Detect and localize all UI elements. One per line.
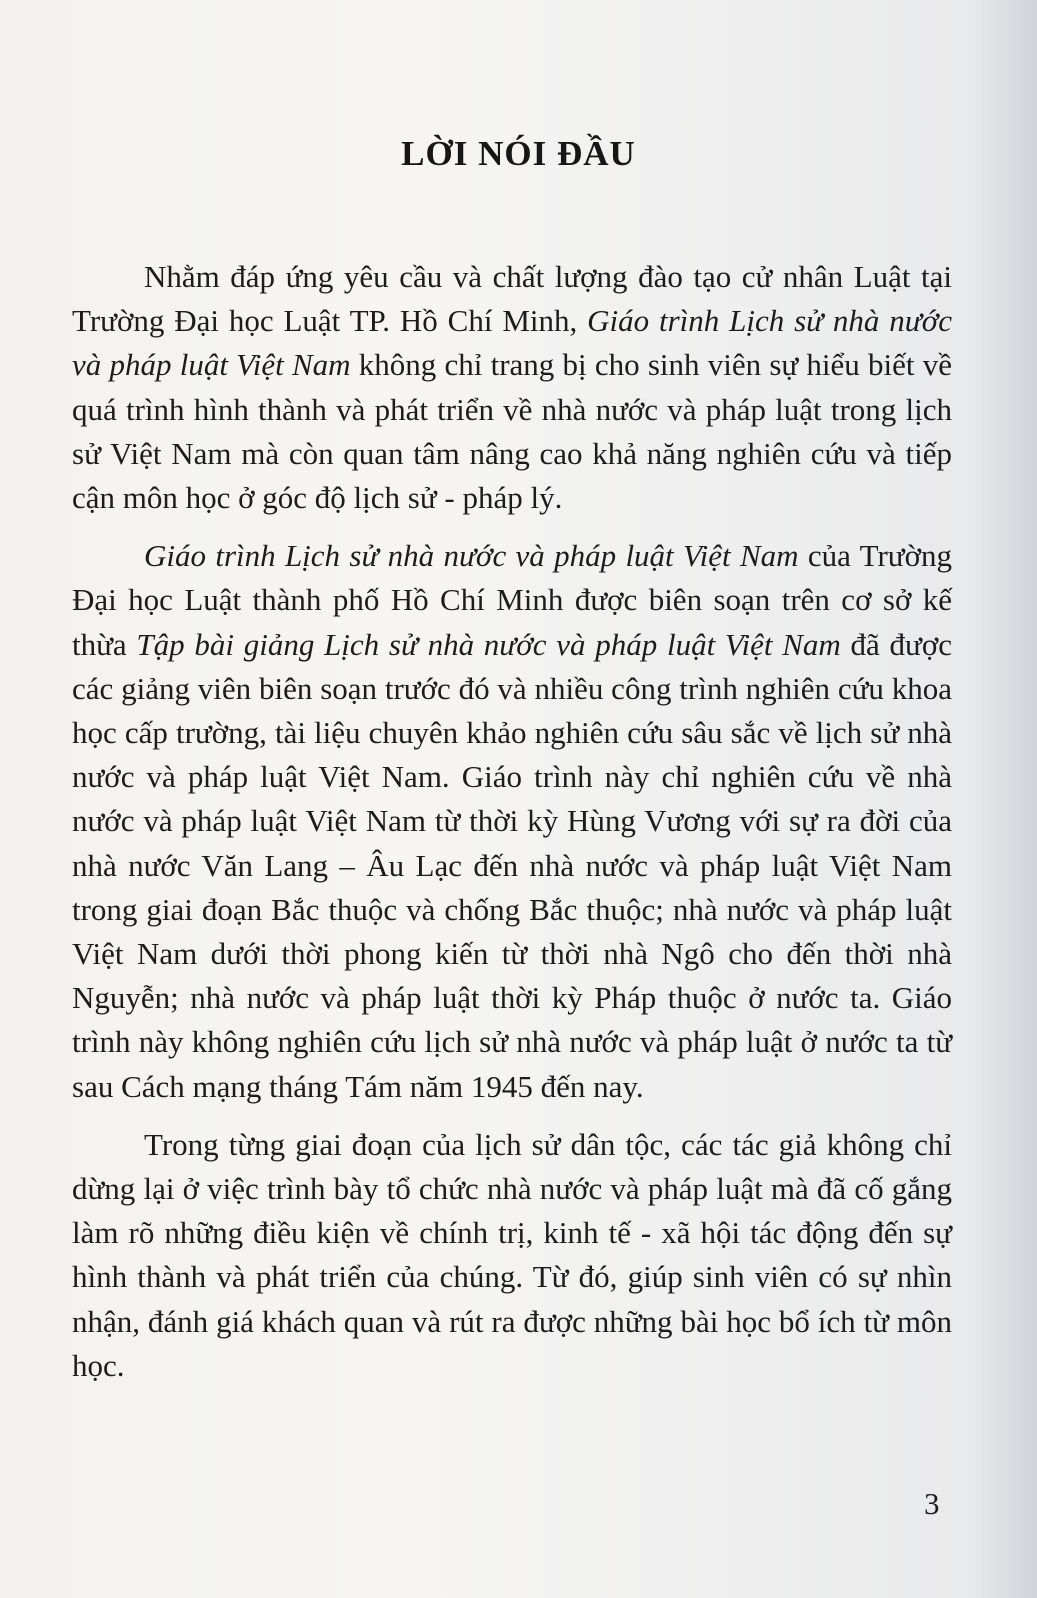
paragraph-2-run-2: của Trường Đại học Luật thành phố Hồ Chí Minh được biên soạn trên cơ sở kế thừa [72, 538, 952, 662]
page-title: LỜI NÓI ĐẦU [401, 134, 636, 173]
paragraph-3-run-1: Trong từng giai đoạn của lịch sử dân tộc, các tác giả không chỉ dừng lại ở việc trình bày tổ chức nhà nước và pháp luật mà đã cố gắng làm rõ những điều kiện về chính trị, kinh tế - xã hội tác động đến sự hình thành và phát triển của chúng. Từ đó, giúp sinh viên có sự nhìn nhận, đánh giá khách quan và rút ra được những bài học bổ ích từ môn học. [72, 1126, 952, 1383]
paragraph-1-run-1: Nhằm đáp ứng yêu cầu và chất lượng đào tạo cử nhân Luật tại Trường Đại học Luật TP. Hồ Chí Minh, [72, 259, 952, 339]
paragraph-3 [72, 1123, 952, 1388]
paragraph-2-run-4: đã được các giảng viên biên soạn trước đó và nhiều công trình nghiên cứu khoa học cấp trường, tài liệu chuyên khảo nghiên cứu sâu sắc về lịch sử nhà nước và pháp luật Việt Nam. Giáo trình này chỉ nghiên cứu về nhà nước và pháp luật Việt Nam từ thời kỳ Hùng Vương với sự ra đời của nhà nước Văn Lang – Âu Lạc đến nhà nước và pháp luật Việt Nam trong giai đoạn Bắc thuộc và chống Bắc thuộc; nhà nước và pháp luật Việt Nam dưới thời phong kiến từ thời nhà Ngô cho đến thời nhà Nguyễn; nhà nước và pháp luật thời kỳ Pháp thuộc ở nước ta. Giáo trình này không nghiên cứu lịch sử nhà nước và pháp luật ở nước ta từ sau Cách mạng tháng Tám năm 1945 đến nay. [72, 626, 952, 1104]
paragraph-1-run-2: Giáo trình Lịch sử nhà nước và pháp luật Việt Nam [72, 303, 952, 383]
page-spine-shadow [967, 0, 1037, 1598]
paragraph-1-run-3: không chỉ trang bị cho sinh viên sự hiểu biết về quá trình hình thành và phát triển về nhà nước và pháp luật trong lịch sử Việt Nam mà còn quan tâm nâng cao khả năng nghiên cứu và tiếp cận môn học ở góc độ lịch sử - pháp lý. [72, 347, 952, 516]
paragraph-2-run-1: Giáo trình Lịch sử nhà nước và pháp luật Việt Nam [144, 538, 799, 574]
preface-body [72, 255, 952, 1388]
paragraph-2 [72, 534, 952, 1109]
page-number: 3 [924, 1486, 940, 1521]
paragraph-2-run-3: Tập bài giảng Lịch sử nhà nước và pháp luật Việt Nam [136, 626, 841, 662]
paragraph-1 [72, 255, 952, 520]
